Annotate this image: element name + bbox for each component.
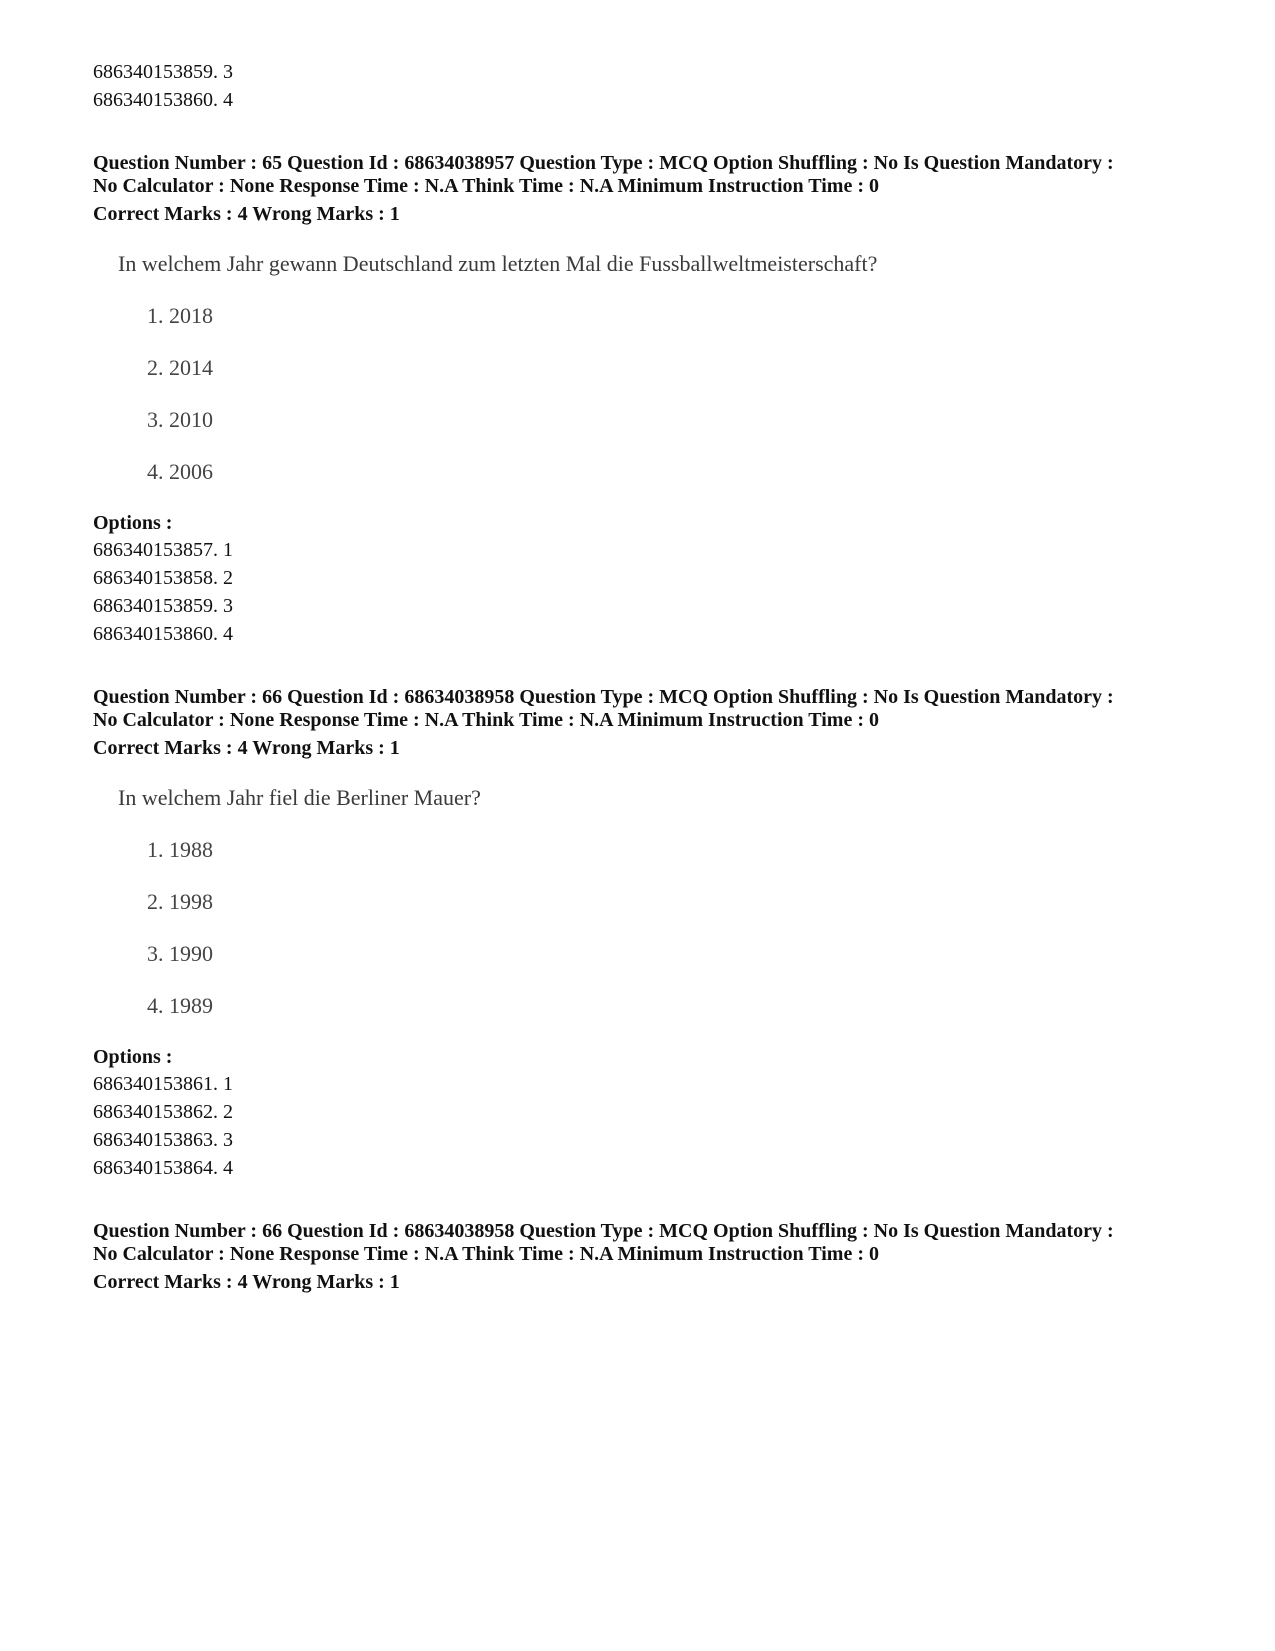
option-line: 686340153864. 4: [93, 1157, 233, 1179]
option-line: 686340153861. 1: [93, 1073, 233, 1095]
marks-line: Correct Marks : 4 Wrong Marks : 1: [93, 737, 400, 759]
option-line: 686340153857. 1: [93, 539, 233, 561]
question-header: Question Number : 65 Question Id : 68634038957 Question Type : MCQ Option Shuffling : No Is Question Mandatory :: [93, 152, 1114, 174]
option-line: 686340153858. 2: [93, 567, 233, 589]
marks-line: Correct Marks : 4 Wrong Marks : 1: [93, 1271, 400, 1293]
marks-line: Correct Marks : 4 Wrong Marks : 1: [93, 203, 400, 225]
option-line: 686340153859. 3: [93, 61, 233, 83]
option-line: 686340153860. 4: [93, 623, 233, 645]
choice-item: 2. 2014: [147, 355, 213, 380]
choice-item: 3. 2010: [147, 407, 213, 432]
option-line: 686340153863. 3: [93, 1129, 233, 1151]
question-header-cont: No Calculator : None Response Time : N.A Think Time : N.A Minimum Instruction Time : 0: [93, 175, 879, 197]
choice-item: 1. 2018: [147, 303, 213, 328]
options-label: Options :: [93, 512, 173, 534]
choice-item: 2. 1998: [147, 889, 213, 914]
question-text: In welchem Jahr fiel die Berliner Mauer?: [118, 785, 481, 810]
question-header: Question Number : 66 Question Id : 68634038958 Question Type : MCQ Option Shuffling : No Is Question Mandatory :: [93, 686, 1114, 708]
option-line: 686340153860. 4: [93, 89, 233, 111]
question-text: In welchem Jahr gewann Deutschland zum letzten Mal die Fussballweltmeisterschaft?: [118, 251, 878, 276]
choice-item: 1. 1988: [147, 837, 213, 862]
choice-item: 3. 1990: [147, 941, 213, 966]
question-header-cont: No Calculator : None Response Time : N.A Think Time : N.A Minimum Instruction Time : 0: [93, 1243, 879, 1265]
option-line: 686340153859. 3: [93, 595, 233, 617]
choice-item: 4. 1989: [147, 993, 213, 1018]
choice-item: 4. 2006: [147, 459, 213, 484]
question-header-cont: No Calculator : None Response Time : N.A Think Time : N.A Minimum Instruction Time : 0: [93, 709, 879, 731]
option-line: 686340153862. 2: [93, 1101, 233, 1123]
options-label: Options :: [93, 1046, 173, 1068]
question-header: Question Number : 66 Question Id : 68634038958 Question Type : MCQ Option Shuffling : No Is Question Mandatory :: [93, 1220, 1114, 1242]
